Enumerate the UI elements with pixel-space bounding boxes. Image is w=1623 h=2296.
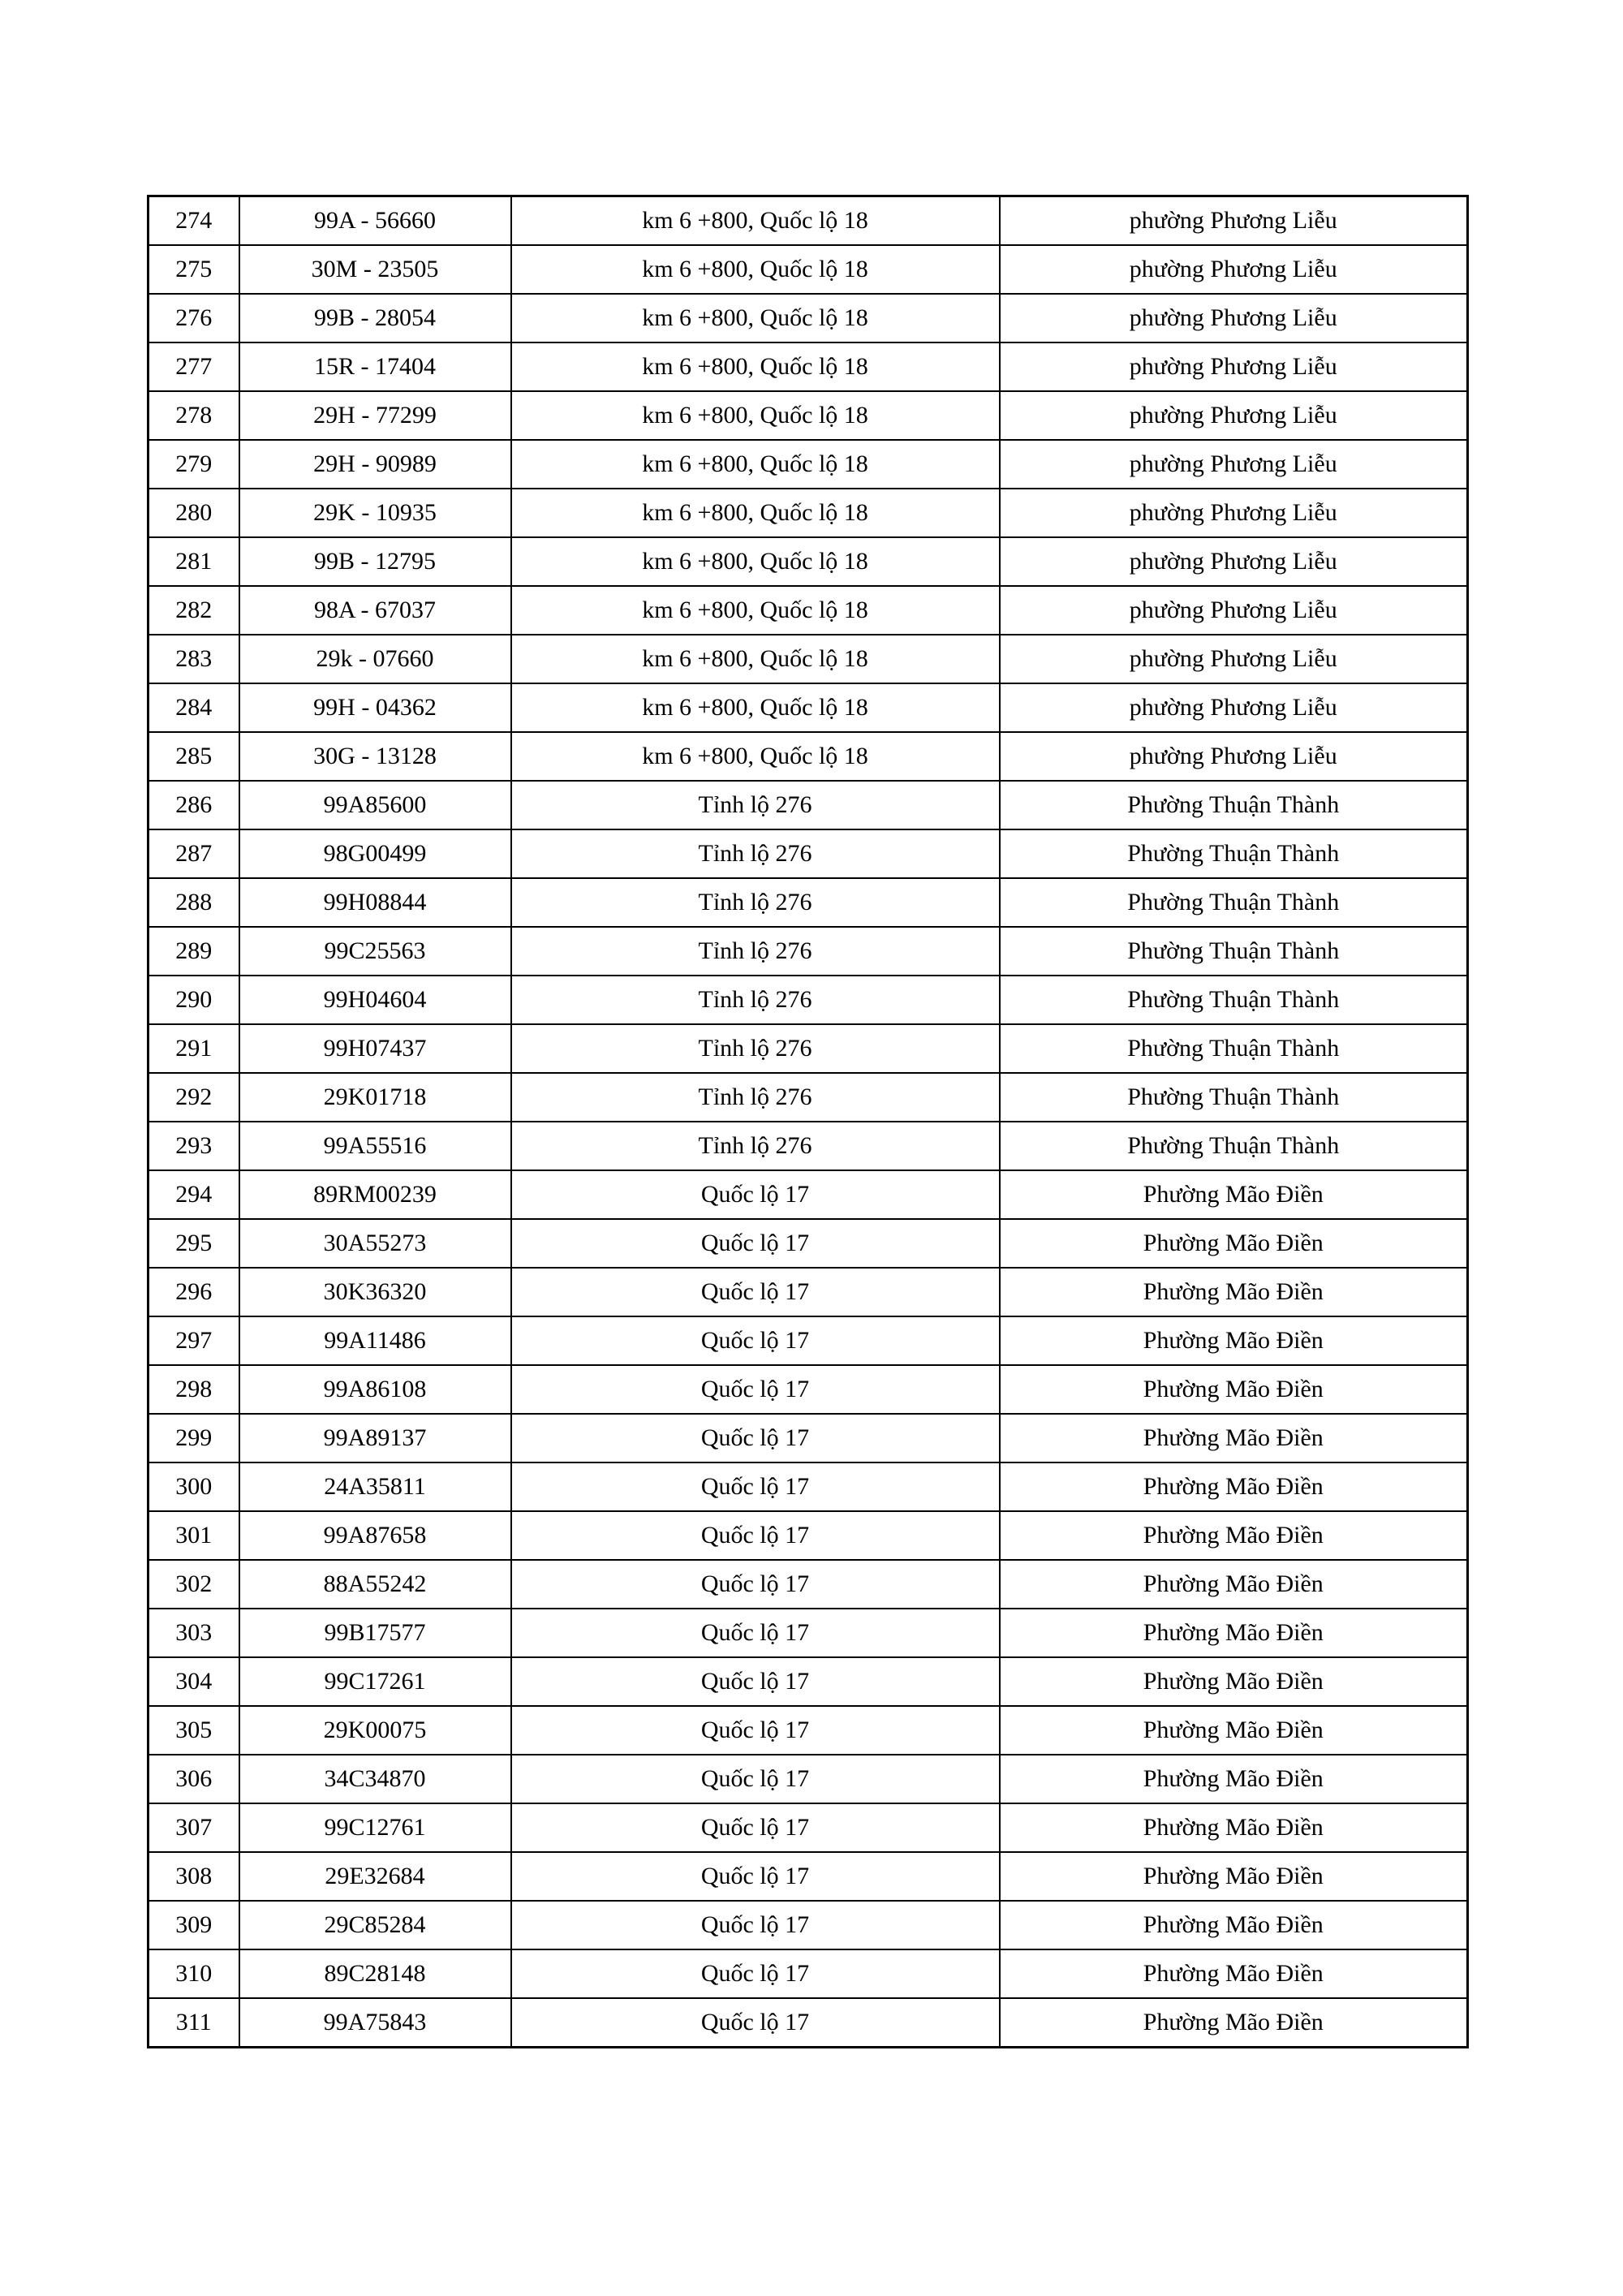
- table-row: [149, 1755, 1468, 1803]
- cell-ward: phường Phương Liễu: [1000, 683, 1468, 732]
- table-row: [149, 489, 1468, 537]
- table-row: [149, 635, 1468, 683]
- cell-plate: 89RM00239: [239, 1170, 511, 1219]
- table-row: [149, 732, 1468, 781]
- cell-location: Quốc lộ 17: [511, 1462, 1000, 1511]
- cell-plate: 99H04604: [239, 976, 511, 1024]
- cell-plate: 98A - 67037: [239, 586, 511, 635]
- cell-ward: phường Phương Liễu: [1000, 245, 1468, 294]
- table-row: [149, 196, 1468, 246]
- cell-plate: 29E32684: [239, 1852, 511, 1901]
- cell-ward: Phường Mão Điền: [1000, 1170, 1468, 1219]
- cell-ward: phường Phương Liễu: [1000, 342, 1468, 391]
- table-row: [149, 829, 1468, 878]
- cell-stt: 301: [149, 1511, 239, 1560]
- cell-stt: 303: [149, 1609, 239, 1657]
- cell-stt: 309: [149, 1901, 239, 1949]
- cell-stt: 299: [149, 1414, 239, 1462]
- cell-location: Quốc lộ 17: [511, 1365, 1000, 1414]
- table-row: [149, 391, 1468, 440]
- table-row: [149, 1657, 1468, 1706]
- table-row: [149, 683, 1468, 732]
- cell-ward: Phường Mão Điền: [1000, 1511, 1468, 1560]
- cell-ward: Phường Thuận Thành: [1000, 781, 1468, 829]
- cell-plate: 99A - 56660: [239, 196, 511, 246]
- cell-location: km 6 +800, Quốc lộ 18: [511, 635, 1000, 683]
- cell-stt: 297: [149, 1316, 239, 1365]
- table-row: [149, 1024, 1468, 1073]
- cell-plate: 99H07437: [239, 1024, 511, 1073]
- cell-stt: 305: [149, 1706, 239, 1755]
- cell-location: Quốc lộ 17: [511, 1803, 1000, 1852]
- cell-plate: 30K36320: [239, 1268, 511, 1316]
- cell-stt: 278: [149, 391, 239, 440]
- cell-location: Quốc lộ 17: [511, 1852, 1000, 1901]
- cell-location: Quốc lộ 17: [511, 1949, 1000, 1998]
- cell-ward: phường Phương Liễu: [1000, 635, 1468, 683]
- cell-location: Quốc lộ 17: [511, 1268, 1000, 1316]
- cell-location: Quốc lộ 17: [511, 1511, 1000, 1560]
- cell-location: Quốc lộ 17: [511, 1755, 1000, 1803]
- cell-plate: 29H - 90989: [239, 440, 511, 489]
- cell-plate: 15R - 17404: [239, 342, 511, 391]
- cell-ward: Phường Mão Điền: [1000, 1852, 1468, 1901]
- cell-location: Quốc lộ 17: [511, 1657, 1000, 1706]
- violation-records-table: [147, 195, 1469, 2048]
- table-row: [149, 1803, 1468, 1852]
- cell-ward: Phường Thuận Thành: [1000, 1122, 1468, 1170]
- cell-stt: 307: [149, 1803, 239, 1852]
- cell-stt: 284: [149, 683, 239, 732]
- cell-stt: 281: [149, 537, 239, 586]
- cell-stt: 296: [149, 1268, 239, 1316]
- cell-stt: 293: [149, 1122, 239, 1170]
- cell-stt: 304: [149, 1657, 239, 1706]
- cell-location: Tỉnh lộ 276: [511, 878, 1000, 927]
- cell-stt: 274: [149, 196, 239, 246]
- cell-stt: 302: [149, 1560, 239, 1609]
- table-row: [149, 1122, 1468, 1170]
- cell-location: Quốc lộ 17: [511, 1998, 1000, 2048]
- cell-plate: 98G00499: [239, 829, 511, 878]
- cell-location: Quốc lộ 17: [511, 1219, 1000, 1268]
- cell-plate: 29K - 10935: [239, 489, 511, 537]
- cell-stt: 280: [149, 489, 239, 537]
- table-row: [149, 586, 1468, 635]
- cell-plate: 34C34870: [239, 1755, 511, 1803]
- cell-plate: 99B17577: [239, 1609, 511, 1657]
- cell-ward: phường Phương Liễu: [1000, 440, 1468, 489]
- cell-ward: Phường Mão Điền: [1000, 1901, 1468, 1949]
- cell-stt: 286: [149, 781, 239, 829]
- cell-plate: 88A55242: [239, 1560, 511, 1609]
- cell-plate: 99C12761: [239, 1803, 511, 1852]
- cell-location: Quốc lộ 17: [511, 1609, 1000, 1657]
- cell-plate: 99B - 28054: [239, 294, 511, 342]
- cell-location: km 6 +800, Quốc lộ 18: [511, 196, 1000, 246]
- cell-stt: 308: [149, 1852, 239, 1901]
- cell-stt: 290: [149, 976, 239, 1024]
- cell-ward: Phường Mão Điền: [1000, 1998, 1468, 2048]
- cell-ward: Phường Mão Điền: [1000, 1560, 1468, 1609]
- cell-stt: 287: [149, 829, 239, 878]
- cell-ward: Phường Mão Điền: [1000, 1219, 1468, 1268]
- cell-plate: 99C17261: [239, 1657, 511, 1706]
- cell-stt: 279: [149, 440, 239, 489]
- table-row: [149, 1511, 1468, 1560]
- cell-plate: 29K01718: [239, 1073, 511, 1122]
- cell-ward: Phường Thuận Thành: [1000, 976, 1468, 1024]
- table-body: [149, 196, 1468, 2048]
- cell-stt: 282: [149, 586, 239, 635]
- table-row: [149, 976, 1468, 1024]
- cell-plate: 99A55516: [239, 1122, 511, 1170]
- table-row: [149, 1073, 1468, 1122]
- cell-location: Quốc lộ 17: [511, 1706, 1000, 1755]
- table-row: [149, 1414, 1468, 1462]
- table-row: [149, 1901, 1468, 1949]
- cell-stt: 276: [149, 294, 239, 342]
- cell-plate: 29k - 07660: [239, 635, 511, 683]
- cell-ward: Phường Mão Điền: [1000, 1706, 1468, 1755]
- cell-location: Quốc lộ 17: [511, 1316, 1000, 1365]
- table-row: [149, 342, 1468, 391]
- cell-plate: 30M - 23505: [239, 245, 511, 294]
- cell-plate: 99A11486: [239, 1316, 511, 1365]
- cell-stt: 275: [149, 245, 239, 294]
- table-row: [149, 1706, 1468, 1755]
- cell-location: km 6 +800, Quốc lộ 18: [511, 537, 1000, 586]
- cell-location: Quốc lộ 17: [511, 1901, 1000, 1949]
- cell-ward: Phường Thuận Thành: [1000, 927, 1468, 976]
- cell-ward: phường Phương Liễu: [1000, 537, 1468, 586]
- cell-ward: phường Phương Liễu: [1000, 391, 1468, 440]
- cell-location: km 6 +800, Quốc lộ 18: [511, 245, 1000, 294]
- cell-stt: 311: [149, 1998, 239, 2048]
- table-row: [149, 1998, 1468, 2048]
- cell-location: Tỉnh lộ 276: [511, 927, 1000, 976]
- cell-ward: phường Phương Liễu: [1000, 732, 1468, 781]
- cell-location: km 6 +800, Quốc lộ 18: [511, 489, 1000, 537]
- cell-plate: 99H08844: [239, 878, 511, 927]
- cell-ward: Phường Mão Điền: [1000, 1414, 1468, 1462]
- cell-plate: 99A87658: [239, 1511, 511, 1560]
- cell-plate: 99H - 04362: [239, 683, 511, 732]
- cell-location: km 6 +800, Quốc lộ 18: [511, 732, 1000, 781]
- cell-ward: phường Phương Liễu: [1000, 294, 1468, 342]
- cell-plate: 89C28148: [239, 1949, 511, 1998]
- cell-ward: phường Phương Liễu: [1000, 586, 1468, 635]
- cell-location: Tỉnh lộ 276: [511, 829, 1000, 878]
- cell-ward: phường Phương Liễu: [1000, 489, 1468, 537]
- table-row: [149, 440, 1468, 489]
- cell-ward: Phường Mão Điền: [1000, 1609, 1468, 1657]
- cell-plate: 99A86108: [239, 1365, 511, 1414]
- cell-location: km 6 +800, Quốc lộ 18: [511, 391, 1000, 440]
- cell-ward: Phường Thuận Thành: [1000, 1073, 1468, 1122]
- cell-location: km 6 +800, Quốc lộ 18: [511, 440, 1000, 489]
- cell-stt: 289: [149, 927, 239, 976]
- cell-location: km 6 +800, Quốc lộ 18: [511, 586, 1000, 635]
- cell-location: Tỉnh lộ 276: [511, 781, 1000, 829]
- cell-location: Quốc lộ 17: [511, 1170, 1000, 1219]
- cell-ward: phường Phương Liễu: [1000, 196, 1468, 246]
- cell-ward: Phường Mão Điền: [1000, 1462, 1468, 1511]
- table-row: [149, 1949, 1468, 1998]
- table-row: [149, 1170, 1468, 1219]
- table-row: [149, 1316, 1468, 1365]
- table-row: [149, 1560, 1468, 1609]
- table-row: [149, 1365, 1468, 1414]
- cell-location: km 6 +800, Quốc lộ 18: [511, 294, 1000, 342]
- cell-stt: 295: [149, 1219, 239, 1268]
- cell-ward: Phường Thuận Thành: [1000, 878, 1468, 927]
- cell-ward: Phường Thuận Thành: [1000, 829, 1468, 878]
- cell-ward: Phường Thuận Thành: [1000, 1024, 1468, 1073]
- cell-stt: 277: [149, 342, 239, 391]
- cell-plate: 30A55273: [239, 1219, 511, 1268]
- table-row: [149, 537, 1468, 586]
- table-row: [149, 781, 1468, 829]
- table-row: [149, 294, 1468, 342]
- table-row: [149, 1852, 1468, 1901]
- cell-plate: 30G - 13128: [239, 732, 511, 781]
- cell-ward: Phường Mão Điền: [1000, 1755, 1468, 1803]
- cell-ward: Phường Mão Điền: [1000, 1803, 1468, 1852]
- table-row: [149, 245, 1468, 294]
- cell-stt: 283: [149, 635, 239, 683]
- cell-plate: 29H - 77299: [239, 391, 511, 440]
- cell-plate: 29C85284: [239, 1901, 511, 1949]
- cell-stt: 310: [149, 1949, 239, 1998]
- table-row: [149, 1268, 1468, 1316]
- cell-location: Tỉnh lộ 276: [511, 976, 1000, 1024]
- cell-ward: Phường Mão Điền: [1000, 1268, 1468, 1316]
- cell-plate: 99A75843: [239, 1998, 511, 2048]
- cell-stt: 298: [149, 1365, 239, 1414]
- cell-ward: Phường Mão Điền: [1000, 1365, 1468, 1414]
- cell-location: Quốc lộ 17: [511, 1414, 1000, 1462]
- cell-location: Tỉnh lộ 276: [511, 1073, 1000, 1122]
- cell-ward: Phường Mão Điền: [1000, 1657, 1468, 1706]
- cell-location: Tỉnh lộ 276: [511, 1122, 1000, 1170]
- cell-location: Quốc lộ 17: [511, 1560, 1000, 1609]
- cell-plate: 99A85600: [239, 781, 511, 829]
- cell-ward: Phường Mão Điền: [1000, 1949, 1468, 1998]
- cell-stt: 300: [149, 1462, 239, 1511]
- cell-stt: 285: [149, 732, 239, 781]
- cell-stt: 288: [149, 878, 239, 927]
- table-row: [149, 1219, 1468, 1268]
- cell-plate: 99B - 12795: [239, 537, 511, 586]
- cell-stt: 294: [149, 1170, 239, 1219]
- cell-ward: Phường Mão Điền: [1000, 1316, 1468, 1365]
- table-row: [149, 1609, 1468, 1657]
- cell-plate: 99C25563: [239, 927, 511, 976]
- cell-location: km 6 +800, Quốc lộ 18: [511, 342, 1000, 391]
- cell-plate: 24A35811: [239, 1462, 511, 1511]
- cell-location: km 6 +800, Quốc lộ 18: [511, 683, 1000, 732]
- cell-stt: 291: [149, 1024, 239, 1073]
- cell-plate: 99A89137: [239, 1414, 511, 1462]
- cell-location: Tỉnh lộ 276: [511, 1024, 1000, 1073]
- cell-stt: 292: [149, 1073, 239, 1122]
- cell-plate: 29K00075: [239, 1706, 511, 1755]
- table-row: [149, 878, 1468, 927]
- cell-stt: 306: [149, 1755, 239, 1803]
- table-row: [149, 1462, 1468, 1511]
- table-row: [149, 927, 1468, 976]
